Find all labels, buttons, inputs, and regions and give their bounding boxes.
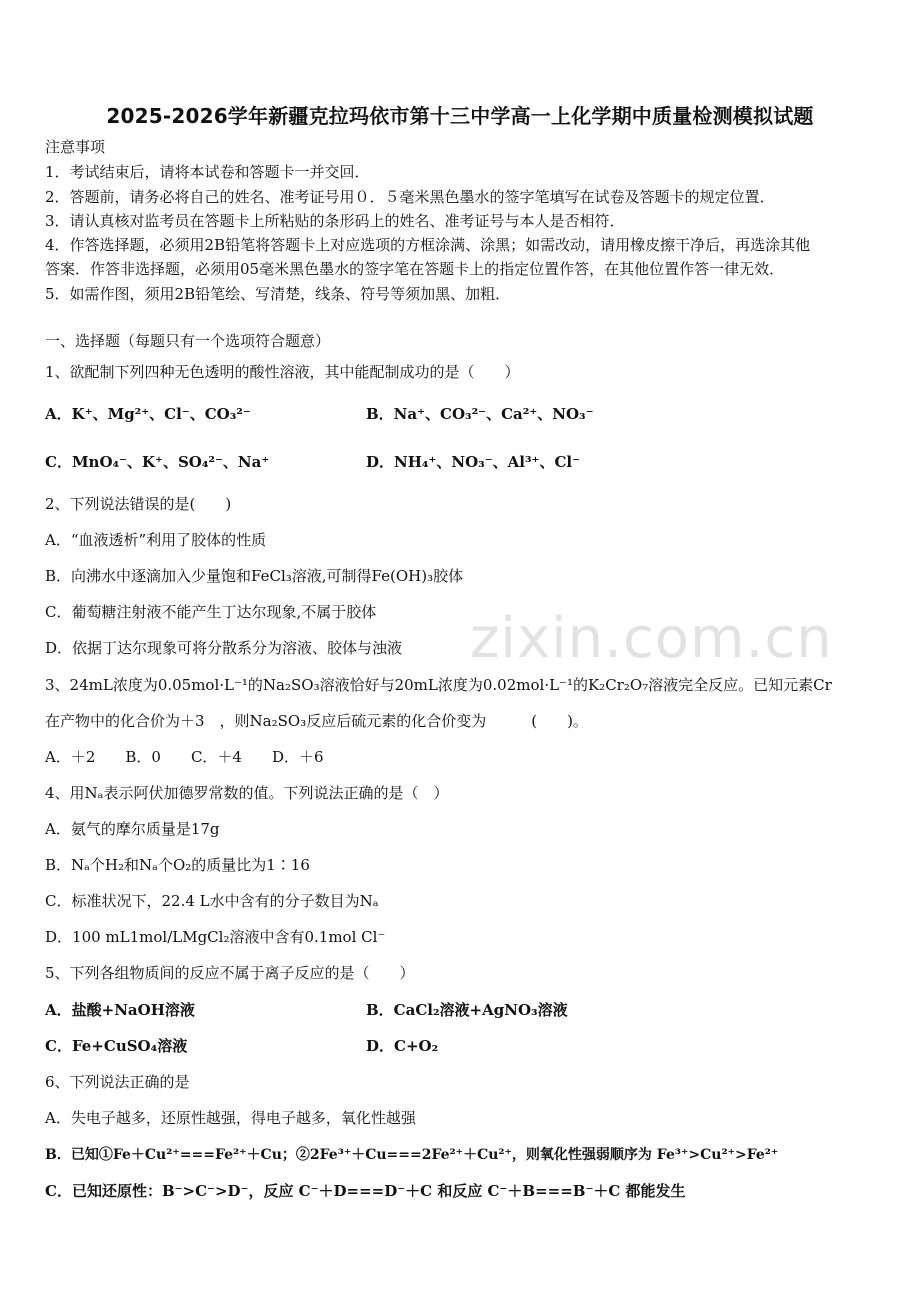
- question-1-option-b: B．Na⁺、CO₃²⁻、Ca²⁺、NO₃⁻: [366, 405, 594, 423]
- question-3-options: A．＋2 B．0 C．＋4 D．＋6: [45, 748, 324, 766]
- section-heading: 一、选择题（每题只有一个选项符合题意）: [45, 332, 331, 350]
- question-5-option-d: D．C+O₂: [366, 1037, 439, 1055]
- question-5-option-c: C．Fe+CuSO₄溶液: [45, 1037, 188, 1055]
- question-1-option-a: A．K⁺、Mg²⁺、Cl⁻、CO₃²⁻: [45, 405, 251, 423]
- notice-item: 答案．作答非选择题，必须用05毫米黑色墨水的签字笔在答题卡上的指定位置作答，在其他位置作答一律无效．: [45, 260, 785, 278]
- question-5-option-b: B．CaCl₂溶液+AgNO₃溶液: [366, 1001, 568, 1019]
- question-2-option-d: D．依据丁达尔现象可将分散系分为溶液、胶体与浊液: [45, 639, 403, 657]
- question-6-option-c: C．已知还原性：B⁻>C⁻>D⁻，反应 C⁻＋D===D⁻＋C 和反应 C⁻＋B===B⁻＋C 都能发生: [45, 1182, 686, 1200]
- question-6-option-b: B．已知①Fe＋Cu²⁺===Fe²⁺＋Cu；②2Fe³⁺＋Cu===2Fe²⁺＋Cu²⁺，则氧化性强弱顺序为 Fe³⁺>Cu²⁺>Fe²⁺: [45, 1147, 779, 1163]
- question-2-stem: 2、下列说法错误的是( ): [45, 495, 232, 513]
- notice-item: 3．请认真核对监考员在答题卡上所粘贴的条形码上的姓名、准考证号与本人是否相符．: [45, 212, 625, 230]
- question-4-option-c: C．标准状况下，22.4 L水中含有的分子数目为Nₐ: [45, 892, 379, 910]
- watermark: zixin.com.cn: [470, 606, 833, 671]
- question-4-stem: 4、用Nₐ表示阿伏加德罗常数的值。下列说法正确的是（ ）: [45, 784, 449, 802]
- question-1-option-c: C．MnO₄⁻、K⁺、SO₄²⁻、Na⁺: [45, 453, 270, 471]
- notice-item: 1．考试结束后，请将本试卷和答题卡一并交回．: [45, 163, 370, 181]
- question-2-option-c: C．葡萄糖注射液不能产生丁达尔现象,不属于胶体: [45, 603, 377, 621]
- question-3-stem-line2: 在产物中的化合价为＋3 ，则Na₂SO₃反应后硫元素的化合价变为 ( )。: [45, 712, 588, 730]
- notice-item: 2．答题前，请务必将自己的姓名、准考证号用０．５毫米黑色墨水的签字笔填写在试卷及答题卡的规定位置．: [45, 188, 775, 206]
- question-6-option-a: A．失电子越多，还原性越强，得电子越多，氧化性越强: [45, 1109, 416, 1127]
- question-2-option-b: B．向沸水中逐滴加入少量饱和FeCl₃溶液,可制得Fe(OH)₃胶体: [45, 567, 464, 585]
- page-title: 2025-2026学年新疆克拉玛依市第十三中学高一上化学期中质量检测模拟试题: [106, 104, 814, 128]
- question-4-option-b: B．Nₐ个H₂和Nₐ个O₂的质量比为1∶16: [45, 856, 310, 874]
- question-5-option-a: A．盐酸+NaOH溶液: [45, 1001, 195, 1019]
- notice-item: 5．如需作图，须用2B铅笔绘、写清楚，线条、符号等须加黑、加粗．: [45, 285, 511, 303]
- question-1-option-d: D．NH₄⁺、NO₃⁻、Al³⁺、Cl⁻: [366, 453, 581, 471]
- question-1-stem: 1、欲配制下列四种无色透明的酸性溶液，其中能配制成功的是（ ）: [45, 363, 520, 381]
- question-4-option-d: D．100 mL1mol/LMgCl₂溶液中含有0.1mol Cl⁻: [45, 928, 386, 946]
- question-3-stem-line1: 3、24mL浓度为0.05mol·L⁻¹的Na₂SO₃溶液恰好与20mL浓度为0.02mol·L⁻¹的K₂Cr₂O₇溶液完全反应。已知元素Cr: [45, 676, 832, 694]
- question-2-option-a: A．“血液透析”利用了胶体的性质: [45, 531, 267, 549]
- notice-item: 4．作答选择题，必须用2B铅笔将答题卡上对应选项的方框涂满、涂黑；如需改动，请用橡皮擦干净后，再选涂其他: [45, 236, 811, 254]
- question-6-stem: 6、下列说法正确的是: [45, 1073, 190, 1091]
- notice-heading: 注意事项: [45, 138, 106, 156]
- question-4-option-a: A．氨气的摩尔质量是17g: [45, 820, 220, 838]
- question-5-stem: 5、下列各组物质间的反应不属于离子反应的是（ ）: [45, 964, 415, 982]
